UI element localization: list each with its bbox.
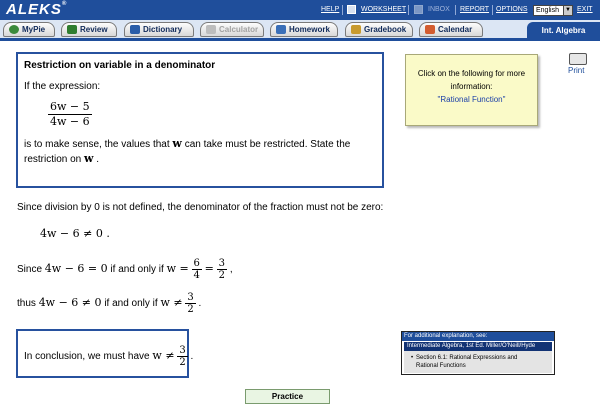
- divider: [408, 5, 409, 15]
- divider: [455, 5, 456, 15]
- book-icon: [130, 25, 140, 34]
- info-text: Click on the following for more: [417, 69, 526, 78]
- language-select[interactable]: English ▼: [533, 5, 573, 16]
- dictionary-button[interactable]: Dictionary: [124, 22, 194, 37]
- pencil-icon: [276, 25, 286, 34]
- info-box: [405, 54, 538, 126]
- main-toolbar: [0, 20, 600, 41]
- conclusion-box: In conclusion, we must have w ≠ $\frac{3}{2}$ .: [16, 329, 189, 378]
- course-tab[interactable]: Int. Algebra: [527, 22, 600, 40]
- fraction: $\frac{6}{4}$: [193, 258, 200, 281]
- calculator-icon: [206, 25, 216, 34]
- solution-line-4: thus 4w − 6 ≠ 0 if and only if w ≠ $\frac{3}{2}$ .: [17, 292, 202, 315]
- problem-intro: If the expression:: [24, 81, 101, 92]
- check-icon: [67, 25, 77, 34]
- worksheet-link[interactable]: WORKSHEET: [361, 6, 407, 13]
- options-link[interactable]: OPTIONS: [496, 6, 528, 13]
- pie-icon: [9, 25, 19, 34]
- fraction: [48, 100, 92, 129]
- calculator-button: Calculator: [200, 22, 264, 37]
- reference-box: [401, 331, 555, 375]
- solution-equation: 4w − 6 ≠ 0 .: [40, 227, 110, 240]
- aleks-logo: ALEKS®: [6, 1, 68, 18]
- divider: [342, 5, 343, 15]
- inbox-icon: [414, 5, 423, 14]
- calendar-button[interactable]: Calendar: [419, 22, 483, 37]
- chevron-down-icon: ▼: [563, 6, 572, 15]
- practice-button[interactable]: Practice: [245, 389, 330, 404]
- print-link[interactable]: Print: [568, 66, 585, 75]
- review-button[interactable]: Review: [61, 22, 117, 37]
- divider: [492, 5, 493, 15]
- expression-fraction: [48, 100, 376, 129]
- worksheet-icon[interactable]: [347, 5, 356, 14]
- gradebook-icon: [351, 25, 361, 34]
- header-bar: [0, 0, 600, 20]
- exit-link[interactable]: EXIT: [577, 6, 593, 13]
- inbox-link: INBOX: [428, 6, 450, 13]
- fraction: $\frac{3}{2}$: [179, 345, 186, 368]
- solution-line-3: Since 4w − 6 = 0 if and only if w = $\frac{6}{4}$ = $\frac{3}{2}$ ,: [17, 258, 233, 281]
- rational-function-link[interactable]: "Rational Function": [437, 95, 506, 104]
- gradebook-button[interactable]: Gradebook: [345, 22, 413, 37]
- help-link[interactable]: HELP: [321, 6, 340, 13]
- problem-box: [16, 52, 384, 188]
- section-link[interactable]: • Section 6.1: Rational Expressions and Rational Functions: [404, 351, 552, 373]
- fraction: $\frac{3}{2}$: [187, 292, 194, 315]
- solution-line-1: Since division by 0 is not defined, the denominator of the fraction must not be zero:: [17, 202, 384, 213]
- mypie-button[interactable]: MyPie: [3, 22, 55, 37]
- info-text: information:: [450, 82, 493, 91]
- problem-title: Restriction on variable in a denominator: [24, 60, 216, 71]
- calendar-icon: [425, 25, 435, 34]
- report-link[interactable]: REPORT: [460, 6, 490, 13]
- problem-statement: is to make sense, the values that w can take must be restricted. State the restriction on w .: [24, 137, 351, 165]
- denominator: 4w − 6: [50, 115, 90, 128]
- numerator: 6w − 5: [50, 100, 90, 113]
- homework-button[interactable]: Homework: [270, 22, 338, 37]
- textbook-title: Intermediate Algebra, 1st Ed. Miller/O'Neill/Hyde: [404, 342, 552, 351]
- printer-icon[interactable]: [569, 53, 587, 65]
- fraction: $\frac{3}{2}$: [218, 258, 226, 281]
- main-content: [0, 44, 600, 413]
- reference-heading: For additional explanation, see:: [402, 332, 554, 341]
